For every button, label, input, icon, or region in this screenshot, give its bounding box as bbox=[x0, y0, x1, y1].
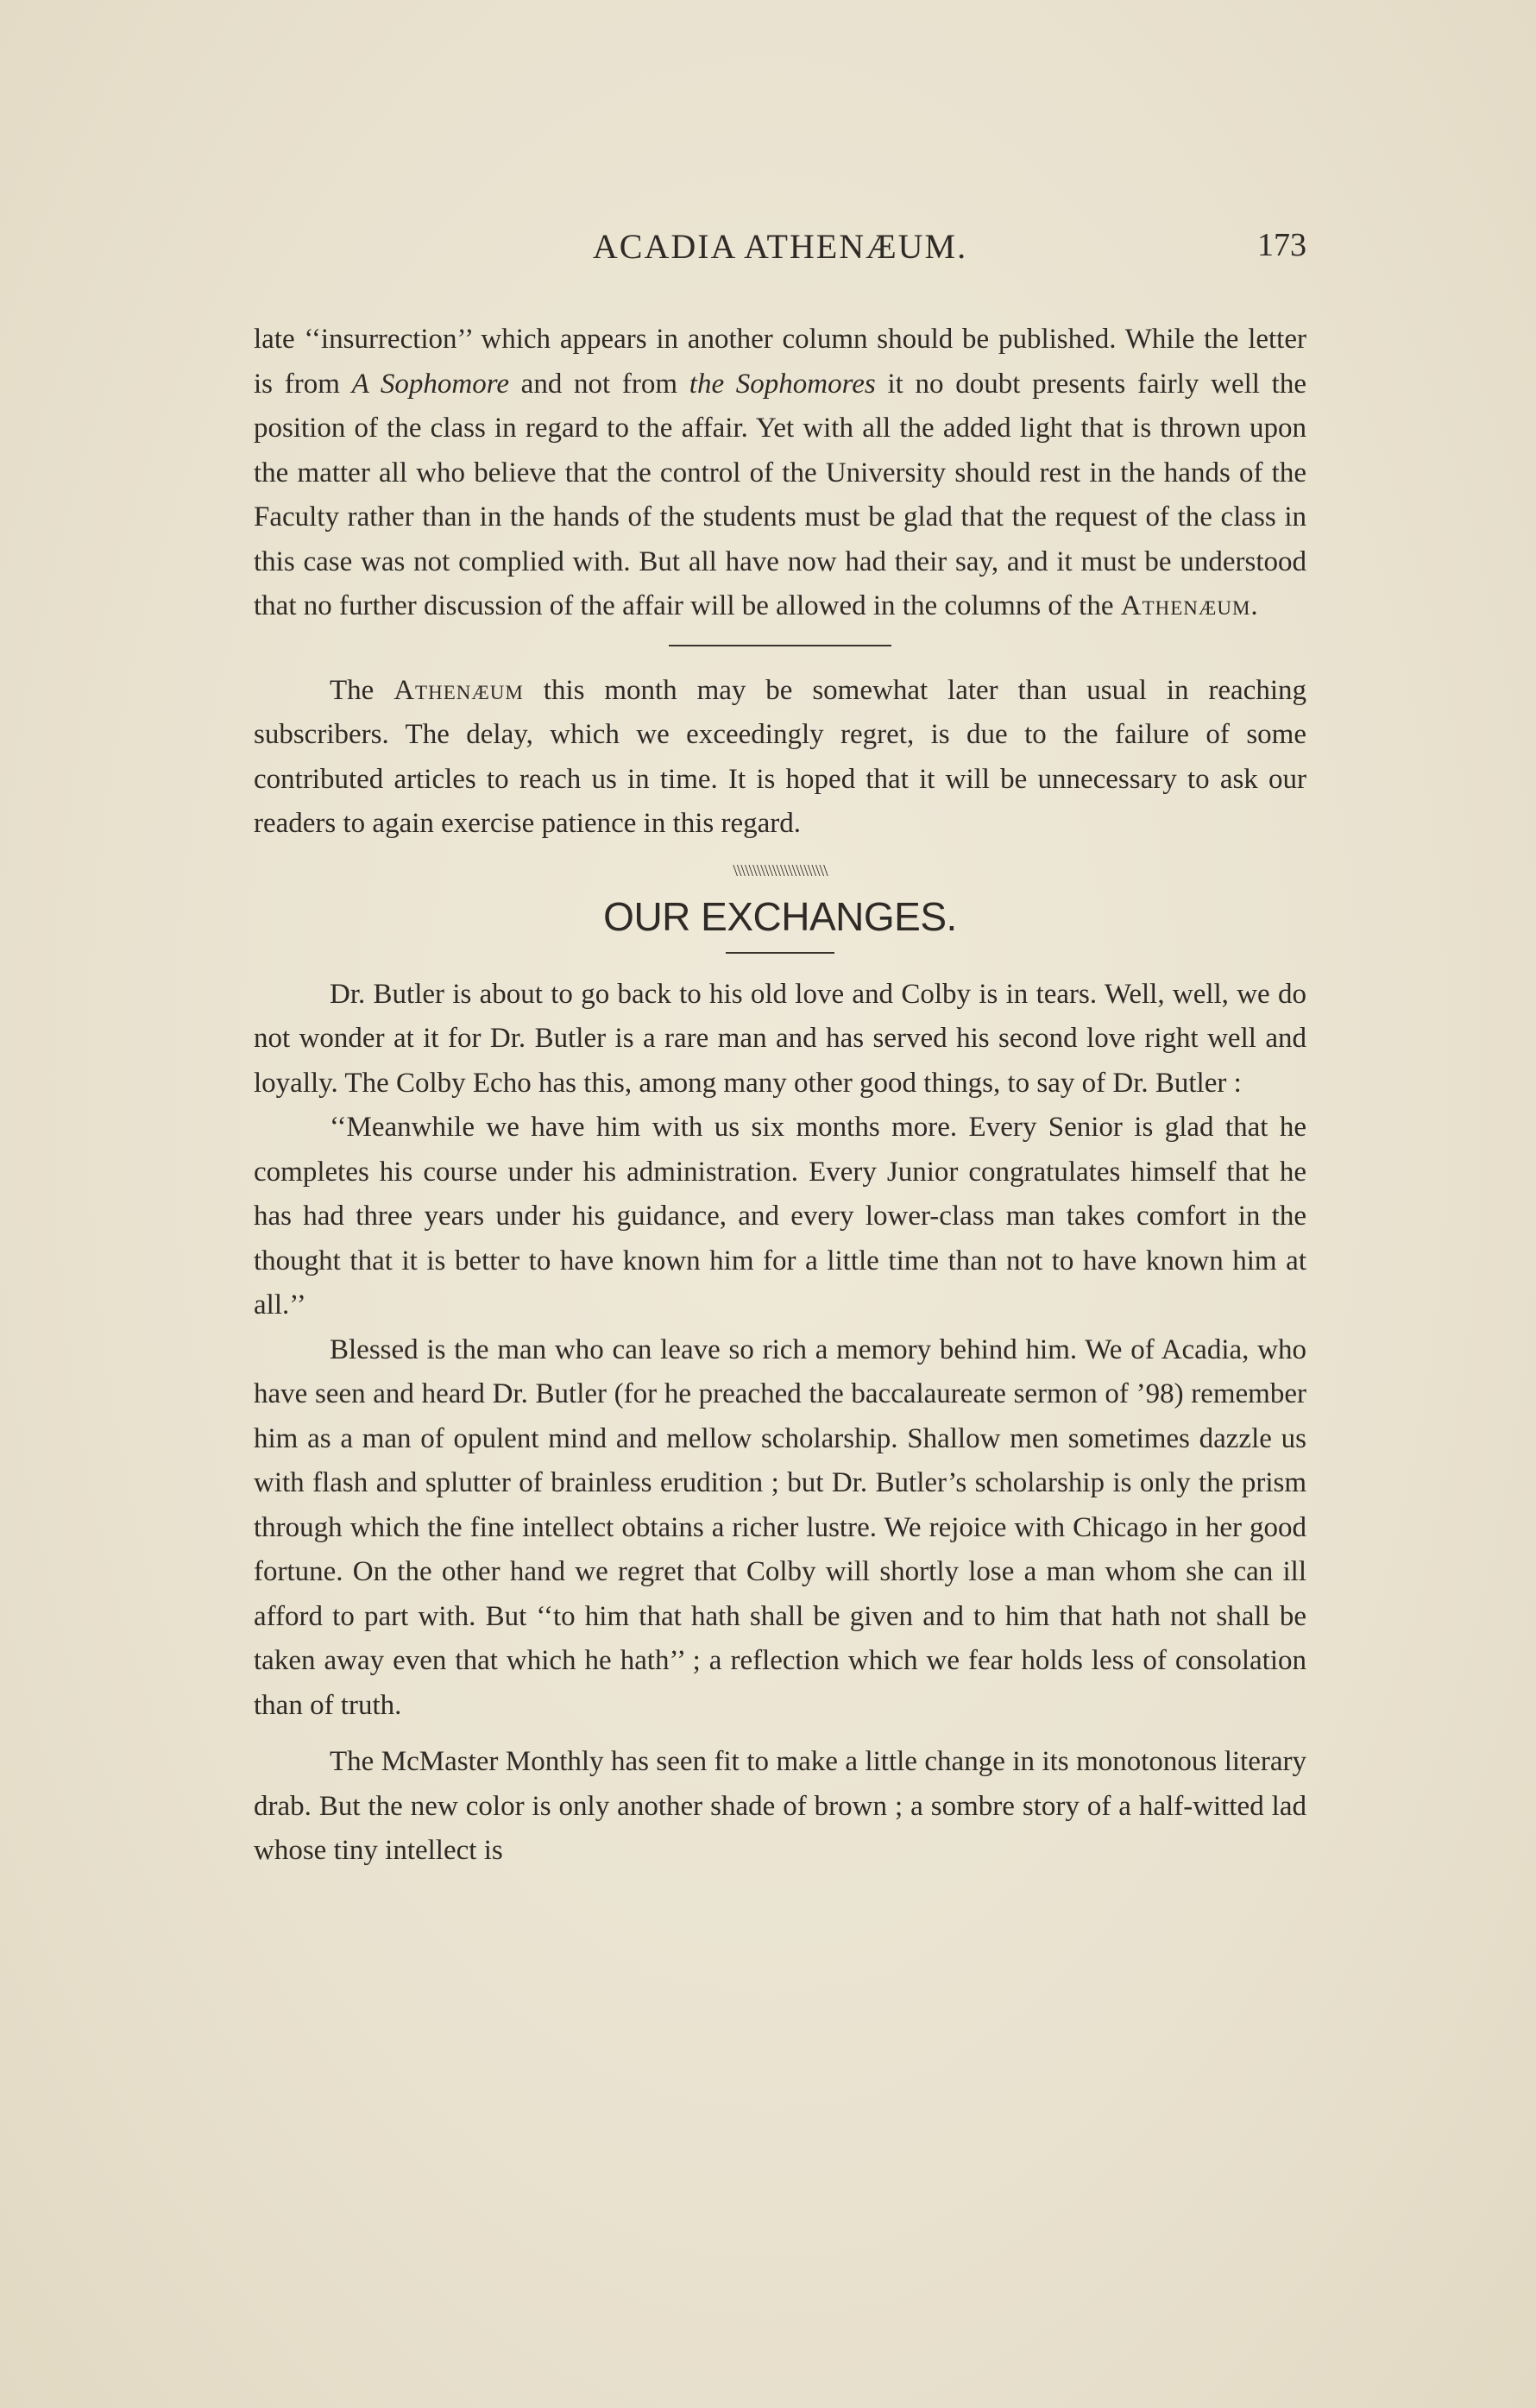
exchanges-paragraph-1: Dr. Butler is about to go back to his old love and Colby is in tears. Well, well, we do not wonder at it for Dr. Butler is a rare man and has served his second love right well and loyally. The Colby Echo has this, among many other good things, to say of Dr. Butler : bbox=[254, 978, 1306, 1099]
section-title: OUR EXCHANGES. bbox=[603, 893, 957, 939]
exchanges-quote: ‘‘Meanwhile we have him with us six months more. Every Senior is glad that he completes his course under his administration. Every Junior congratulates himself that he has had three years under his guidance, and every lower-class man takes comfort in the thought that it is better to have known him for a little time than not to have known him at all.’’ bbox=[254, 1112, 1306, 1321]
ornamental-divider: \\\\\\\\\\\\\\\\\\\\\\\\ bbox=[733, 860, 828, 880]
editorial-text: late ‘‘insurrection’’ which appears in another column should be published. While the letter is from bbox=[254, 324, 1306, 400]
italic-phrase: the Sophomores bbox=[689, 368, 876, 400]
editorial-text: . bbox=[1250, 590, 1258, 621]
journal-name: Athenæum bbox=[1120, 590, 1251, 621]
editorial-text: The bbox=[330, 674, 394, 706]
exchanges-paragraph-3: The McMaster Monthly has seen fit to make a little change in its monotonous literary drab. But the new color is only another shade of brown ; a sombre story of a half-witted lad whose tiny intellect is bbox=[254, 1746, 1306, 1866]
page-number: 173 bbox=[1257, 227, 1306, 263]
editorial-paragraph-2 bbox=[254, 669, 1306, 847]
editorial-paragraph-1 bbox=[254, 318, 1306, 629]
exchanges-paragraph-2: Blessed is the man who can leave so rich a memory behind him. We of Acadia, who have seen and heard Dr. Butler (for he preached the baccalaureate sermon of ’98) remember him as a man of opulent mind and mellow scholarship. Shallow men sometimes dazzle us with flash and splutter of brainless erudition ; but Dr. Butler’s scholarship is only the prism through which the fine intellect obtains a richer lustre. We rejoice with Chicago in her good fortune. On the other hand we regret that Colby will shortly lose a man whom she can ill afford to part with. But ‘‘to him that hath shall be given and to him that hath not shall be taken away even that which he hath’’ ; a reflection which we fear holds less of consolation than of truth. bbox=[254, 1333, 1306, 1721]
title-underline bbox=[726, 952, 834, 954]
editorial-text: it no doubt presents fairly well the position of the class in regard to the affair. Yet with all the added light that is thrown upon the matter all who believe that the control of the University should rest in the hands of the Faculty rather than in the hands of the students must be glad that the request of the class in this case was not complied with. But all have now had their say, and it must be understood that no further discussion of the affair will be allowed in the columns of the bbox=[254, 368, 1306, 621]
journal-name: Athenæum bbox=[393, 674, 524, 706]
page-header bbox=[254, 226, 1306, 278]
editorial-text: and not from bbox=[508, 368, 689, 400]
italic-phrase: A Sophomore bbox=[351, 368, 509, 400]
paragraph-gap bbox=[254, 1728, 1306, 1740]
section-divider bbox=[669, 645, 891, 646]
running-title: ACADIA ATHENÆUM. bbox=[592, 227, 968, 266]
body-text bbox=[254, 318, 1306, 1874]
editorial-text: this month may be somewhat later than usual in reaching subscribers. The delay, which we exceedingly regret, is due to the failure of some contributed articles to reach us in time. It is hoped that it will be unnecessary to ask our readers to again exercise patience in this regard. bbox=[254, 674, 1306, 839]
